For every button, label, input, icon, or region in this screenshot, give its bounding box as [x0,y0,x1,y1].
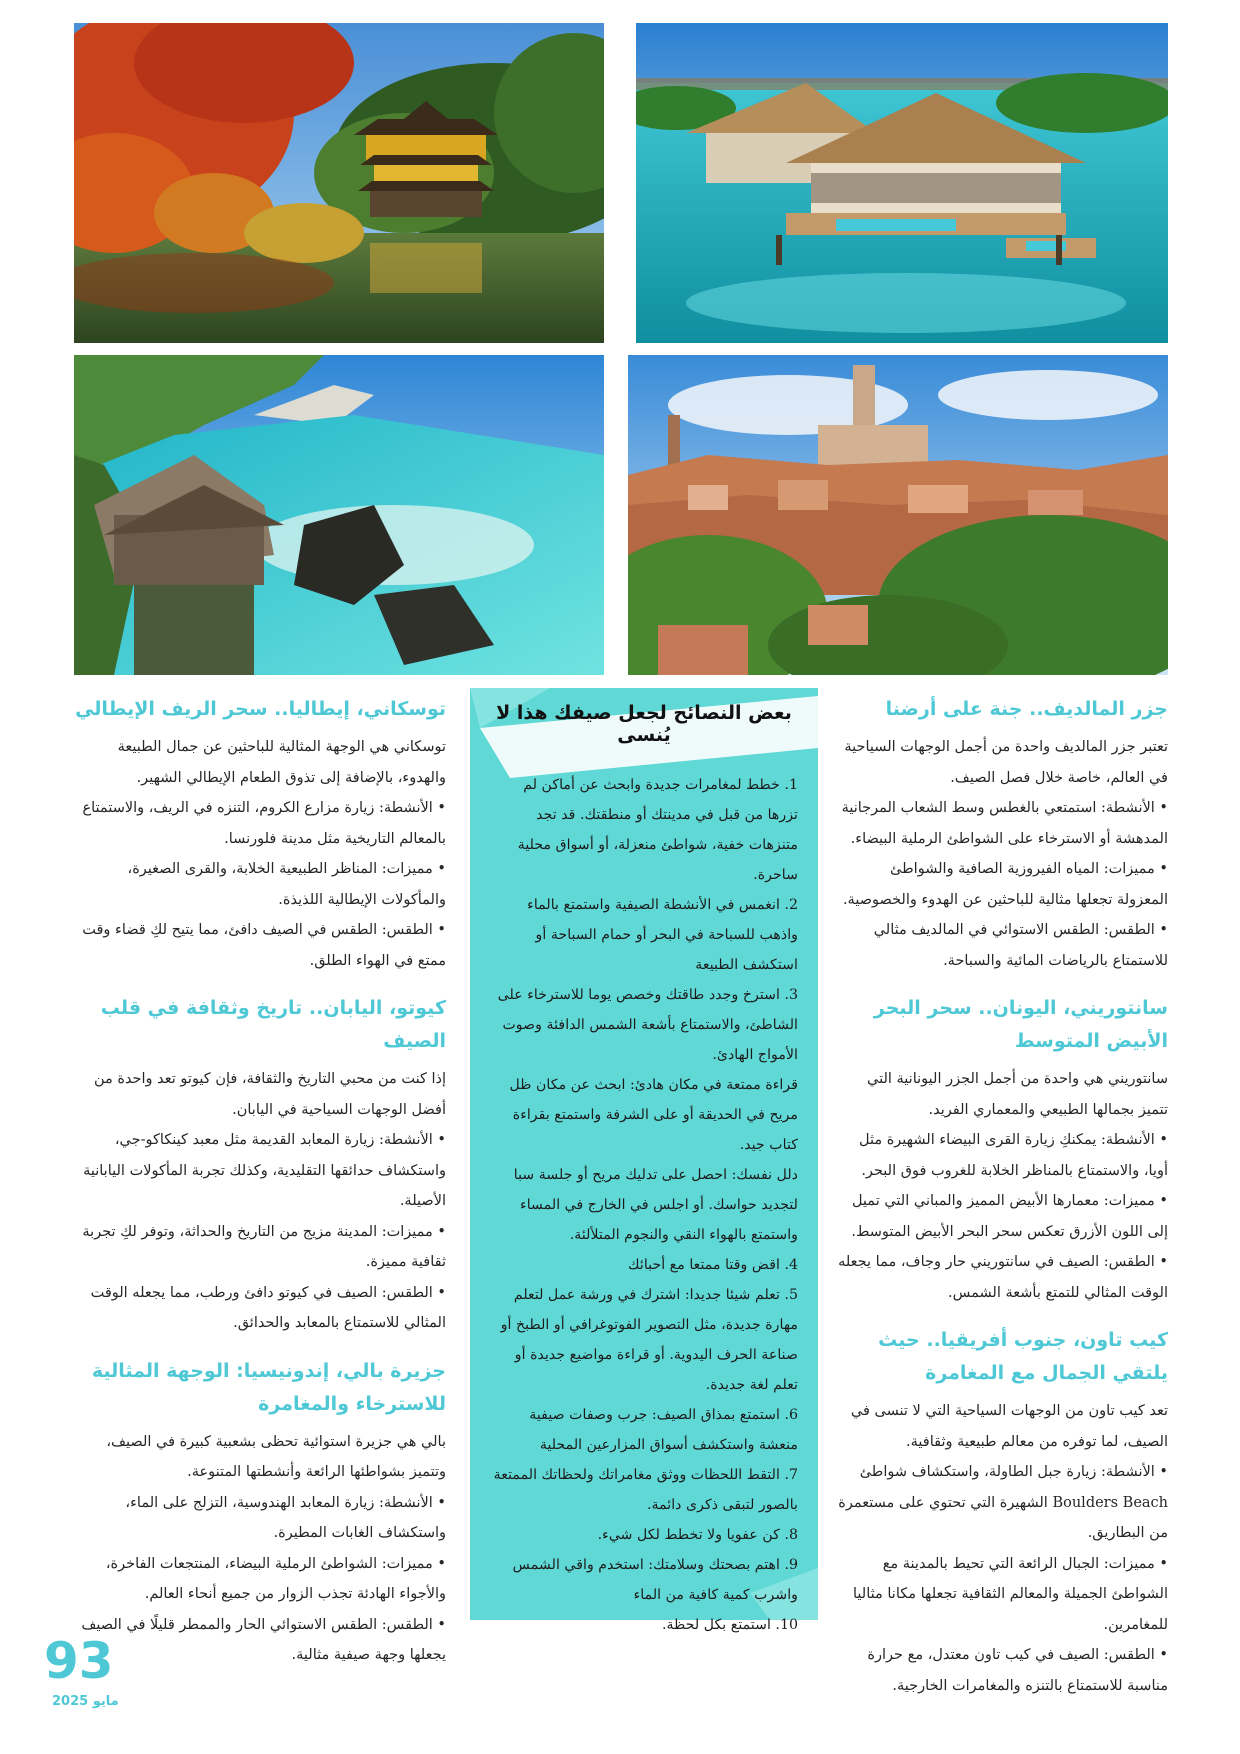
bali-features: • مميزات: الشواطئ الرملية البيضاء، المنتجعات الفاخرة، والأجواء الهادئة تجذب الزوار من جميع أنحاء العالم. [74,1549,446,1610]
kyoto-weather: • الطقس: الصيف في كيوتو دافئ ورطب، مما يجعله الوقت المثالي للاستمتاع بالمعابد والحدائق. [74,1278,446,1339]
tuscany-intro: توسكاني هي الوجهة المثالية للباحثين عن جمال الطبيعة والهدوء، بالإضافة إلى تذوق الطعام الإيطالي الشهير. [117,739,446,786]
tip-item: 8. كن عفويا ولا تخطط لكل شيء. [597,1527,798,1543]
right-article-column [836,693,1168,1717]
tip-item: دلل نفسك: احصل على تدليك مريح أو جلسة سبا لتجديد حواسك. أو اجلس في الخارج في المساء واستمتع بالهواء النقي والنجوم المتلألئة. [513,1167,798,1243]
capetown-section [836,1324,1168,1701]
capetown-weather: • الطقس: الصيف في كيب تاون معتدل، مع حرارة مناسبة للاستمتاع بالتنزه والمغامرات الخارجية. [836,1640,1168,1701]
kyoto-section [74,992,446,1339]
capetown-activities: • الأنشطة: زيارة جبل الطاولة، واستكشاف شواطئ Boulders Beach الشهيرة التي تحتوي على مستعمرة من البطاريق. [836,1457,1168,1549]
tip-item: 4. اقض وقتا ممتعا مع أحبائك [627,1257,798,1273]
tip-item: 1. خطط لمغامرات جديدة وابحث عن أماكن لم تزرها من قبل في مدينتك أو منطقتك. قد تجد متنزهات خفية، شواطئ منعزلة، أو أسواق محلية ساحرة. [517,777,798,883]
kinkakuji-golden-pavilion-photo [74,23,604,343]
santorini-intro: سانتوريني هي واحدة من أجمل الجزر اليونانية التي تتميز بجمالها الطبيعي والمعماري الفريد. [867,1071,1168,1118]
tuscany-section [74,693,446,976]
maldives-overwater-villa-photo [636,23,1168,343]
tip-item: 7. التقط اللحظات ووثق مغامراتك ولحظاتك الممتعة بالصور لتبقى ذكرى دائمة. [493,1467,798,1513]
tip-item: 3. استرخ وجدد طاقتك وخصص يوما للاسترخاء على الشاطئ، والاستمتاع بأشعة الشمس الدافئة وصوت الأمواج الهادئ. [497,987,798,1063]
bali-section [74,1355,446,1671]
kyoto-features: • مميزات: المدينة مزيج من التاريخ والحداثة، وتوفر لكِ تجربة ثقافية مميزة. [74,1217,446,1278]
maldives-activities: • الأنشطة: استمتعي بالغطس وسط الشعاب المرجانية المدهشة أو الاسترخاء على الشواطئ الرملية البيضاء. [836,793,1168,854]
maldives-section [836,693,1168,976]
tip-item: 6. استمتع بمذاق الصيف: جرب وصفات صيفية منعشة واستكشف أسواق المزارعين المحلية [529,1407,798,1453]
capetown-features: • مميزات: الجبال الرائعة التي تحيط بالمدينة مع الشواطئ الجميلة والمعالم الثقافية تجعلها مكانا مثاليا للمغامرين. [836,1549,1168,1641]
capetown-intro: تعد كيب تاون من الوجهات السياحية التي لا تنسى في الصيف، لما توفره من معالم طبيعية وثقافية. [850,1403,1168,1450]
tips-list [490,770,798,1640]
maldives-features: • مميزات: المياه الفيروزية الصافية والشواطئ المعزولة تجعلها مثالية للباحثين عن الهدوء والخصوصية. [836,854,1168,915]
tip-item: 5. تعلم شيئا جديدا: اشترك في ورشة عمل لتعلم مهارة جديدة، مثل التصوير الفوتوغرافي أو الطبخ أو صناعة الحرف اليدوية. أو قراءة مواضيع جديدة أو تعلم لغة جديدة. [500,1287,798,1393]
left-article-column [74,693,446,1687]
santorini-weather: • الطقس: الصيف في سانتوريني حار وجاف، مما يجعله الوقت المثالي للتمتع بأشعة الشمس. [836,1247,1168,1308]
bali-weather: • الطقس: الطقس الاستوائي الحار والممطر قليلًا في الصيف يجعلها وجهة صيفية مثالية. [74,1610,446,1671]
tip-item: 9. اهتم بصحتك وسلامتك: استخدم واقي الشمس واشرب كمية كافية من الماء [512,1557,798,1603]
issue-date: مايو 2025 [52,1694,119,1709]
kyoto-intro: إذا كنت من محبي التاريخ والثقافة، فإن كيوتو تعد واحدة من أفضل الوجهات السياحية في اليابان. [93,1071,446,1118]
santorini-heading: سانتوريني، اليونان.. سحر البحر الأبيض المتوسط [873,997,1168,1052]
capetown-heading: كيب تاون، جنوب أفريقيا.. حيث يلتقي الجمال مع المغامرة [878,1329,1168,1384]
maldives-intro: تعتبر جزر المالديف واحدة من أجمل الوجهات السياحية في العالم، خاصة خلال فصل الصيف. [844,739,1168,786]
bali-intro: بالي هي جزيرة استوائية تحظى بشعبية كبيرة في الصيف، وتتميز بشواطئها الرائعة وأنشطتها المتنوعة. [106,1433,446,1480]
tuscany-weather: • الطقس: الطقس في الصيف دافئ، مما يتيح لكِ قضاء وقت ممتع في الهواء الطلق. [74,915,446,976]
tip-item: 2. انغمس في الأنشطة الصيفية واستمتع بالماء واذهب للسباحة في البحر أو حمام السباحة أو استكشف الطبيعة [527,897,798,973]
page-number: 93 [44,1632,114,1690]
santorini-section [836,992,1168,1308]
tuscany-heading: توسكاني، إيطاليا.. سحر الريف الإيطالي [75,698,446,720]
bali-heading: جزيرة بالي، إندونيسيا: الوجهة المثالية للاسترخاء والمغامرة [91,1359,446,1415]
tuscany-hill-town-photo [628,355,1168,675]
tips-title: بعض النصائح لجعل صيفك هذا لا يُنسى [496,702,792,746]
santorini-features: • مميزات: معمارها الأبيض المميز والمباني التي تميل إلى اللون الأزرق تعكس سحر البحر الأبيض المتوسط. [836,1186,1168,1247]
tip-item: قراءة ممتعة في مكان هادئ: ابحث عن مكان ظل مريح في الحديقة أو على الشرفة واستمتع بقراءة كتاب جيد. [509,1077,798,1153]
maldives-heading: جزر المالديف.. جنة على أرضنا [885,698,1168,720]
kyoto-heading: كيوتو، اليابان.. تاريخ وثقافة في قلب الصيف [100,997,446,1052]
tuscany-features: • مميزات: المناظر الطبيعية الخلابة، والقرى الصغيرة، والمأكولات الإيطالية اللذيذة. [74,854,446,915]
santorini-activities: • الأنشطة: يمكنكِ زيارة القرى البيضاء الشهيرة مثل أويا، والاستمتاع بالمناظر الخلابة للغروب فوق البحر. [836,1125,1168,1186]
kyoto-activities: • الأنشطة: زيارة المعابد القديمة مثل معبد كينكاكو-جي، واستكشاف حدائقها التقليدية، وكذلك تجربة المأكولات اليابانية الأصيلة. [74,1125,446,1217]
tuscany-activities: • الأنشطة: زيارة مزارع الكروم، التنزه في الريف، والاستمتاع بالمعالم التاريخية مثل مدينة فلورنسا. [74,793,446,854]
tip-item: 10. استمتع بكل لحظة. [661,1617,798,1633]
maldives-weather: • الطقس: الطقس الاستوائي في المالديف مثالي للاستمتاع بالرياضات المائية والسباحة. [836,915,1168,976]
bali-activities: • الأنشطة: زيارة المعابد الهندوسية، التزلج على الماء، واستكشاف الغابات المطيرة. [74,1488,446,1549]
bali-coast-cliff-photo [74,355,604,675]
